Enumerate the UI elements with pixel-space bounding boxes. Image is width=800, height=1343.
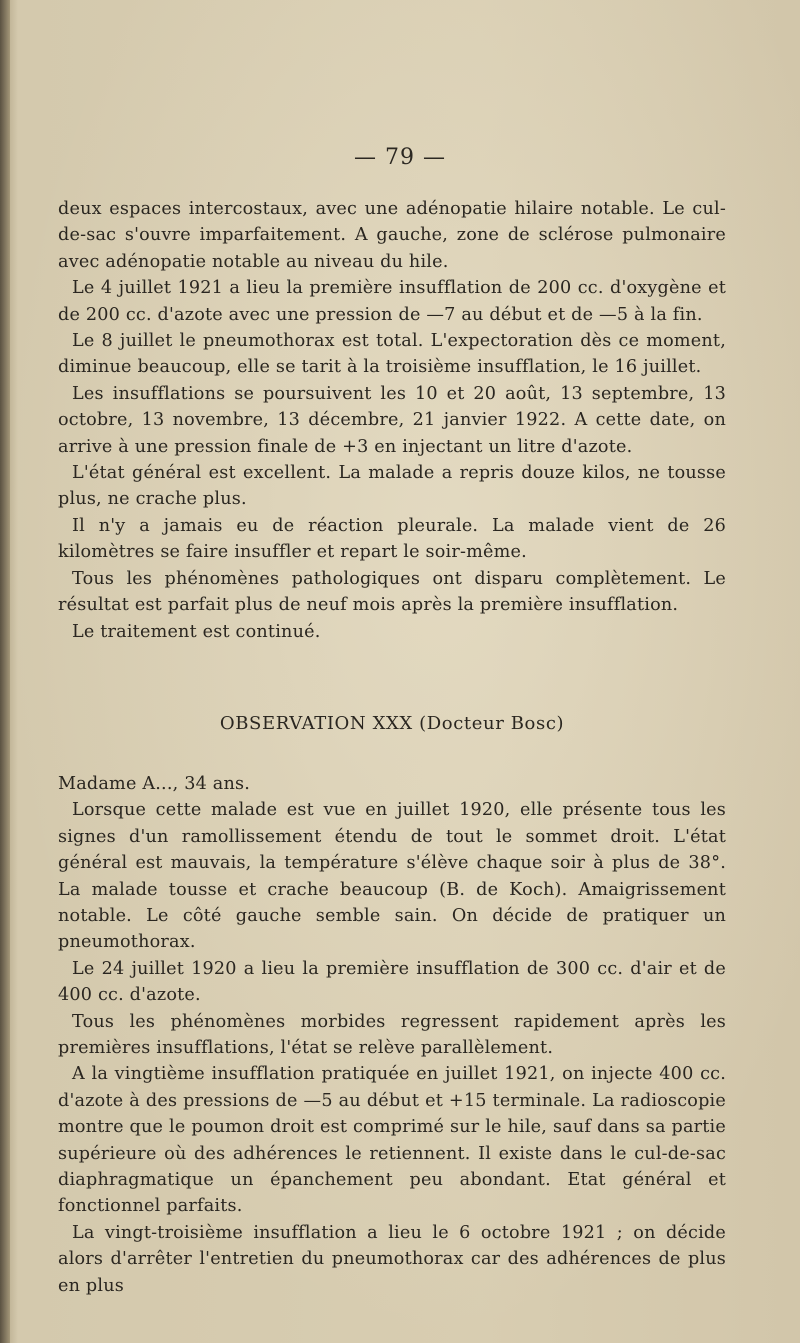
paragraph-continues: La vingt-troisième insufflation a lieu le 6 octobre 1921 ; on décide alors d'arrêter l'entretien du pneumothorax car des adhérences de plus en plus (58, 1222, 726, 1296)
paragraph: Les insufflations se poursuivent les 10 et 20 août, 13 septembre, 13 octobre, 13 novembre, 13 décembre, 21 janvier 1922. A cette date, on arrive à une pression finale de +3 en injectant un litre d'azote. (58, 383, 726, 457)
paragraph: Le traitement est continué. (72, 621, 321, 642)
paragraph-continued: deux espaces intercostaux, avec une adénopatie hilaire notable. Le cul-de-sac s'ouvre imparfaitement. A gauche, zone de sclérose pulmonaire avec adénopatie notable au niveau du hile. (58, 199, 726, 272)
book-spine-shadow (0, 0, 10, 1343)
paragraph: Le 8 juillet le pneumothorax est total. L'expectoration dès ce moment, diminue beaucoup, elle se tarit à la troisième insufflation, le 16 juillet. (58, 331, 726, 378)
paragraph: A la vingtième insufflation pratiquée en juillet 1921, on injecte 400 cc. d'azote à des pressions de —5 au début et +15 terminale. La radioscopie montre que le poumon droit est comprimé sur le hile, sauf dans sa partie supérieure où des adhérences le retiennent. Il existe dans le cul-de-sac diaphragmatique un épanchement peu abondant. Etat général et fonctionnel parfaits. (58, 1064, 726, 1217)
paragraph: Le 24 juillet 1920 a lieu la première insufflation de 300 cc. d'air et de 400 cc. d'azote. (58, 958, 726, 1006)
section-heading: OBSERVATION XXX (Docteur Bosc) (219, 712, 565, 734)
page-number: — 79 — (354, 145, 446, 170)
paragraph: Il n'y a jamais eu de réaction pleurale. La malade vient de 26 kilomètres se faire insuffler et repart le soir-même. (58, 515, 726, 563)
body-text (58, 196, 726, 1299)
spacer (58, 645, 726, 711)
paragraph: Tous les phénomènes pathologiques ont disparu complètement. Le résultat est parfait plus de neuf mois après la première insufflation. (58, 568, 726, 616)
paragraph: Lorsque cette malade est vue en juillet 1920, elle présente tous les signes d'un ramollissement étendu de tout le sommet droit. L'état général est mauvais, la température s'élève chaque soir à plus de 38°. La malade tousse et crache beaucoup (B. de Koch). Amaigrissement notable. Le côté gauche semble sain. On décide de pratiquer un pneumothorax. (58, 800, 726, 953)
patient-line: Madame A..., 34 ans. (58, 773, 251, 794)
paragraph: Tous les phénomènes morbides regressent rapidement après les premières insufflations, l'état se relève parallèlement. (58, 1011, 726, 1058)
paragraph: L'état général est excellent. La malade a repris douze kilos, ne tousse plus, ne crache plus. (58, 463, 726, 510)
paragraph: Le 4 juillet 1921 a lieu la première insufflation de 200 cc. d'oxygène et de 200 cc. d'azote avec une pression de —7 au début et de —5 à la fin. (58, 278, 726, 325)
spacer (58, 737, 726, 771)
